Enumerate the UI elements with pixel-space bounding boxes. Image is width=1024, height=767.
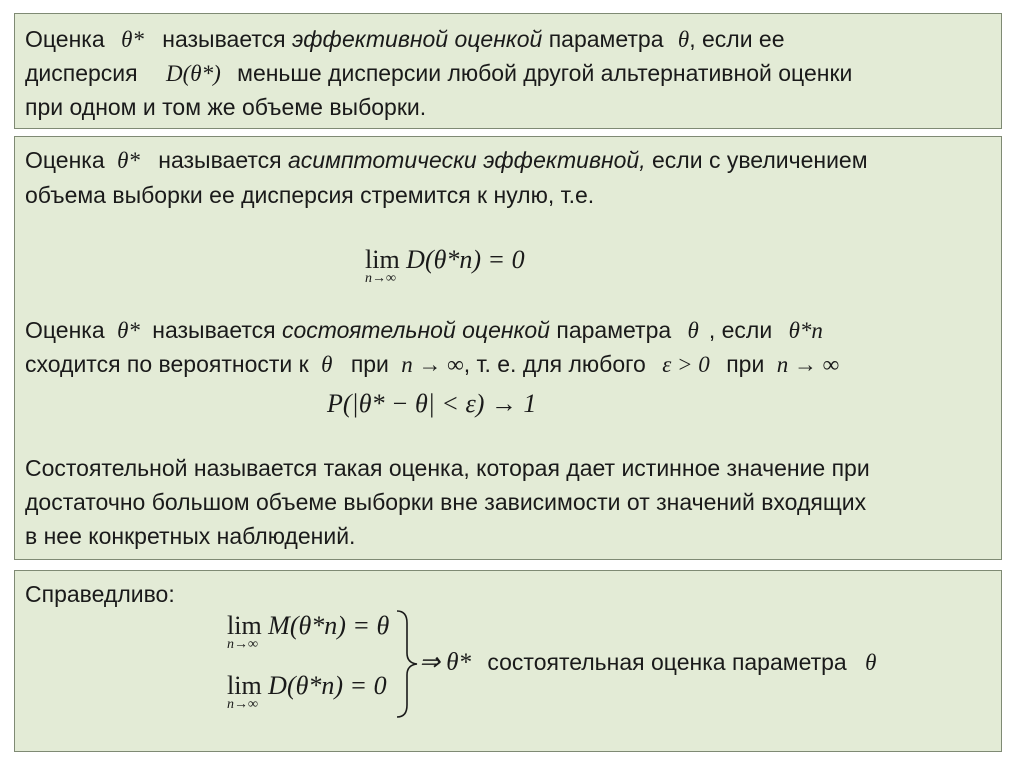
text: Оценка xyxy=(25,26,105,52)
text: называется xyxy=(162,26,286,52)
text: при xyxy=(350,351,389,377)
theta-star: θ* xyxy=(117,148,140,173)
formula-body: D(θ*n) = 0 xyxy=(268,671,387,700)
n-to-infinity: n → ∞ xyxy=(776,352,840,377)
definition-efficient-box xyxy=(14,13,1002,129)
box1-line3: при одном и том же объеме выборки. xyxy=(25,94,427,120)
formula-lim-mean xyxy=(227,611,390,652)
text: сходится по вероятности к xyxy=(25,351,309,377)
text: , т. е. для любого xyxy=(463,351,646,377)
lim-operator xyxy=(227,671,262,712)
box2-p2-line2 xyxy=(25,349,839,380)
box2-p3-line3: в нее конкретных наблюдений. xyxy=(25,523,356,549)
term-consistent: состоятельной оценкой xyxy=(281,317,550,343)
lim-subscript: n→∞ xyxy=(227,637,258,652)
text: дисперсия xyxy=(25,60,138,86)
right-brace-icon xyxy=(395,609,419,719)
lim-subscript: n→∞ xyxy=(365,271,396,286)
theta-n-star: θ*n xyxy=(788,318,823,343)
text: называется xyxy=(152,317,276,343)
box3-title: Справедливо: xyxy=(25,581,175,607)
theorem-box xyxy=(14,570,1002,752)
lim-text: lim xyxy=(227,611,262,640)
text: если с увеличением xyxy=(652,147,868,173)
definitions-box xyxy=(14,136,1002,560)
text: Оценка xyxy=(25,317,105,343)
conclusion-line xyxy=(419,647,876,678)
term-asymptotic: асимптотически эффективной, xyxy=(287,147,646,173)
box2-p1-line1 xyxy=(25,145,868,176)
text: , если xyxy=(708,317,773,343)
theta: θ xyxy=(865,650,877,675)
text: параметра xyxy=(548,26,664,52)
box1-line2 xyxy=(25,58,852,89)
text: при xyxy=(726,351,765,377)
formula-probability: P(|θ* − θ| < ε) → 1 xyxy=(327,389,537,418)
lim-subscript: n→∞ xyxy=(227,697,258,712)
box1-line1 xyxy=(25,24,785,55)
text: называется xyxy=(158,147,282,173)
epsilon-condition: ε > 0 xyxy=(662,352,710,377)
term-efficient: эффективной оценкой xyxy=(291,26,543,52)
box2-p2-line1 xyxy=(25,315,823,346)
box2-p3-line2: достаточно большом объеме выборки вне зависимости от значений входящих xyxy=(25,489,867,515)
text: меньше дисперсии любой другой альтернативной оценки xyxy=(237,60,853,86)
text: параметра xyxy=(556,317,672,343)
implies-theta-star: ⇒ θ* xyxy=(419,649,471,676)
theta-star: θ* xyxy=(121,27,144,52)
formula-lim-variance-2 xyxy=(227,671,387,712)
text: , если ее xyxy=(689,26,785,52)
text: состоятельная оценка параметра xyxy=(487,649,847,675)
box2-p1-line2: объема выборки ее дисперсия стремится к нулю, т.е. xyxy=(25,182,595,208)
theta: θ xyxy=(321,352,333,377)
lim-operator xyxy=(365,245,400,286)
variance-math: D(θ*) xyxy=(166,61,221,86)
formula-lim-variance xyxy=(365,245,525,286)
n-to-infinity: n → ∞ xyxy=(401,352,464,377)
text: Оценка xyxy=(25,147,105,173)
box2-p3-line1: Состоятельной называется такая оценка, которая дает истинное значение при xyxy=(25,455,870,481)
lim-text: lim xyxy=(227,671,262,700)
lim-operator xyxy=(227,611,262,652)
theta: θ xyxy=(677,27,690,52)
theta-star: θ* xyxy=(117,318,140,343)
formula-body: M(θ*n) = θ xyxy=(268,611,390,640)
lim-text: lim xyxy=(365,245,400,274)
formula-body: D(θ*n) = 0 xyxy=(406,245,525,274)
theta: θ xyxy=(687,318,699,343)
